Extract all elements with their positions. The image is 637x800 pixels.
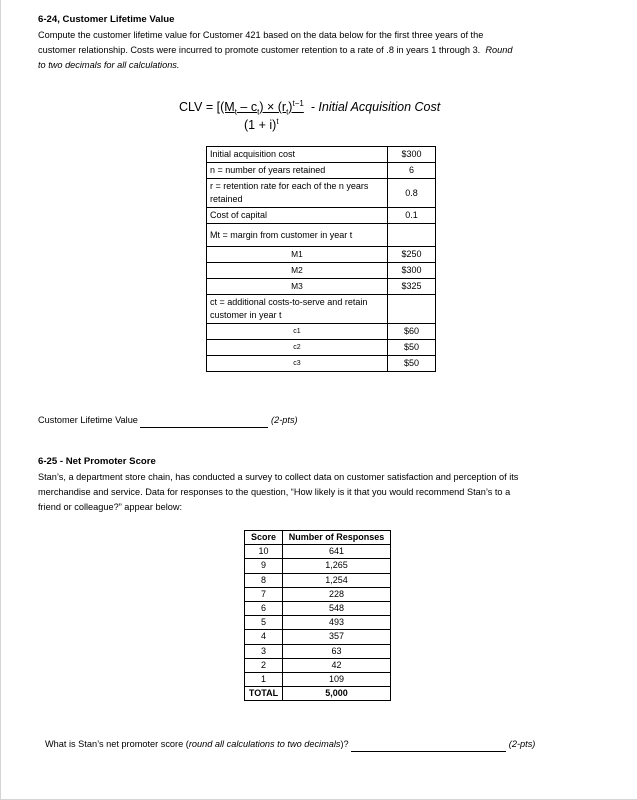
table-row (207, 208, 436, 224)
clv-data-table (206, 146, 436, 372)
score-cell: 1 (245, 673, 283, 687)
formula-denominator (244, 117, 279, 132)
responses-cell: 641 (283, 545, 391, 559)
responses-cell: 493 (283, 616, 391, 630)
score-cell: 10 (245, 545, 283, 559)
formula-c: – c (236, 100, 258, 115)
clv-answer-blank[interactable] (140, 416, 268, 428)
problem-6-25-title: 6-25 - Net Promoter Score (38, 456, 156, 467)
row-label: M1 (207, 247, 388, 263)
formula-r: ) × (r (259, 100, 287, 115)
table-row (245, 587, 391, 601)
table-row (245, 658, 391, 672)
clv-answer-points: (2-pts) (271, 415, 298, 425)
total-value: 5,000 (283, 687, 391, 701)
row-label: r = retention rate for each of the n years retained (207, 179, 388, 208)
score-cell: 7 (245, 587, 283, 601)
row-value: 0.1 (388, 208, 436, 224)
table-header-row (245, 531, 391, 545)
formula-numerator (216, 99, 304, 117)
total-label: TOTAL (245, 687, 283, 701)
problem-6-24-prompt (38, 28, 512, 74)
denominator-exponent: t (276, 117, 279, 126)
responses-cell: 42 (283, 658, 391, 672)
prompt-line-2-text: customer relationship. Costs were incurred to promote customer retention to a rate of .8 in years 1 through 3. (38, 45, 481, 56)
clv-answer-line (38, 413, 298, 428)
clv-formula (179, 99, 440, 117)
table-row (207, 279, 436, 295)
table-row (245, 616, 391, 630)
responses-cell: 1,265 (283, 559, 391, 573)
table-row (207, 356, 436, 372)
table-row (207, 263, 436, 279)
formula-sub-t1: t (234, 107, 237, 117)
row-label: c1 (207, 324, 388, 340)
table-row (245, 573, 391, 587)
nps-answer-blank[interactable] (351, 740, 506, 752)
responses-cell: 109 (283, 673, 391, 687)
responses-cell: 63 (283, 644, 391, 658)
row-label: c3 (207, 356, 388, 372)
score-cell: 3 (245, 644, 283, 658)
responses-cell: 548 (283, 602, 391, 616)
table-row (245, 644, 391, 658)
nps-prompt-line-3: friend or colleague?” appear below: (38, 502, 183, 513)
row-value: $300 (388, 263, 436, 279)
formula-close: ) (288, 100, 293, 115)
formula-m: [(M (216, 100, 235, 115)
table-row (245, 630, 391, 644)
prompt-round-word: Round (485, 45, 513, 56)
row-label: Mt = margin from customer in year t (207, 224, 388, 247)
row-value: $325 (388, 279, 436, 295)
denominator-text: (1 + i) (244, 118, 277, 133)
row-value: $300 (388, 147, 436, 163)
row-value: $50 (388, 356, 436, 372)
row-value: $250 (388, 247, 436, 263)
row-value (388, 224, 436, 247)
nps-question-end: )? (340, 739, 349, 749)
row-label: M3 (207, 279, 388, 295)
nps-response-table (244, 530, 391, 701)
row-value: $60 (388, 324, 436, 340)
table-row (207, 340, 436, 356)
nps-answer-points: (2-pts) (508, 739, 536, 749)
row-label: ct = additional costs-to-serve and retain customer in year t (207, 295, 388, 324)
row-value (388, 295, 436, 324)
problem-6-25-prompt (38, 470, 518, 516)
prompt-line-2 (38, 43, 512, 58)
responses-cell: 1,254 (283, 573, 391, 587)
problem-6-24-title: 6-24, Customer Lifetime Value (38, 14, 175, 25)
nps-question-start: What is Stan’s net promoter score ( (45, 739, 189, 749)
table-row (207, 147, 436, 163)
formula-sub-t2: t (257, 107, 260, 117)
table-row (245, 673, 391, 687)
table-row (245, 602, 391, 616)
row-value: 6 (388, 163, 436, 179)
row-value: $50 (388, 340, 436, 356)
responses-cell: 228 (283, 587, 391, 601)
formula-exponent: t−1 (292, 99, 304, 108)
nps-answer-line (45, 737, 535, 752)
formula-sub-t3: t (286, 107, 289, 117)
clv-answer-label: Customer Lifetime Value (38, 415, 138, 425)
nps-question-italic: round all calculations to two decimals (188, 739, 341, 749)
table-total-row (245, 687, 391, 701)
prompt-line-3: to two decimals for all calculations. (38, 60, 180, 71)
responses-cell: 357 (283, 630, 391, 644)
table-row (245, 545, 391, 559)
formula-lhs: CLV = (179, 100, 217, 115)
score-cell: 8 (245, 573, 283, 587)
nps-prompt-line-2: merchandise and service. Data for responses to the question, “How likely is it that you would recommend Stan’s to a (38, 487, 511, 498)
row-value: 0.8 (388, 179, 436, 208)
score-cell: 4 (245, 630, 283, 644)
table-row (245, 559, 391, 573)
formula-acquisition-term: - Initial Acquisition Cost (303, 100, 441, 115)
score-cell: 6 (245, 602, 283, 616)
table-row (207, 324, 436, 340)
score-cell: 2 (245, 658, 283, 672)
prompt-line-1: Compute the customer lifetime value for Customer 421 based on the data below for the first three years of the (38, 30, 484, 40)
table-row (207, 247, 436, 263)
table-row (207, 295, 436, 324)
table-row (207, 179, 436, 208)
row-label: Initial acquisition cost (207, 147, 388, 163)
row-label: c2 (207, 340, 388, 356)
row-label: n = number of years retained (207, 163, 388, 179)
row-label: Cost of capital (207, 208, 388, 224)
header-responses: Number of Responses (283, 531, 391, 545)
score-cell: 5 (245, 616, 283, 630)
table-row (207, 163, 436, 179)
score-cell: 9 (245, 559, 283, 573)
nps-prompt-line-1: Stan’s, a department store chain, has conducted a survey to collect data on customer satisfaction and perception of its (38, 472, 519, 482)
table-row (207, 224, 436, 247)
row-label: M2 (207, 263, 388, 279)
header-score: Score (245, 531, 283, 545)
